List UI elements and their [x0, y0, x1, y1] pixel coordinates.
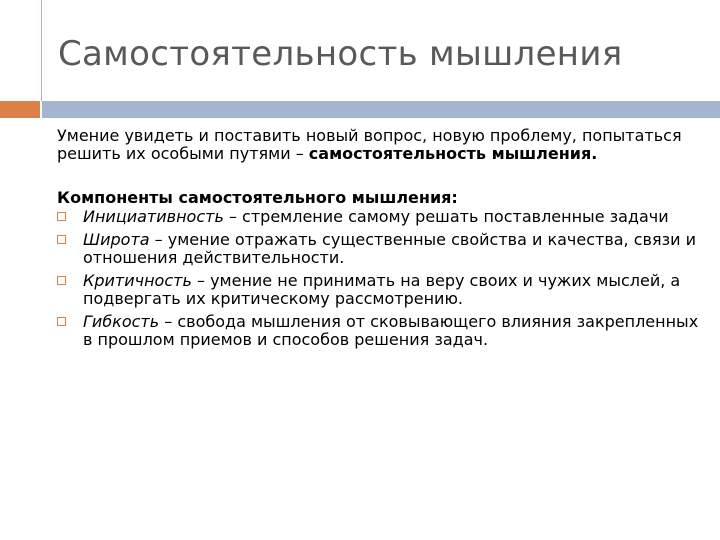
intro-bold-term: самостоятельность мышления.	[308, 144, 598, 163]
item-text: – умение отражать существенные свойства и качества, связи и отношения действительности.	[83, 230, 696, 267]
list-item	[57, 272, 707, 308]
accent-bar-orange	[0, 101, 40, 118]
list-item	[57, 208, 707, 226]
item-term: Гибкость	[83, 312, 160, 331]
intro-text: Умение увидеть и поставить новый вопрос, новую проблему, попытаться решить их особыми путями –	[57, 126, 682, 163]
components-list	[57, 208, 707, 349]
item-text: – свобода мышления от сковывающего влияния закрепленных в прошлом приемов и способов решения задач.	[83, 312, 699, 349]
square-bullet-icon	[57, 276, 66, 285]
components-heading: Компоненты самостоятельного мышления:	[57, 188, 458, 207]
slide-title: Самостоятельность мышления	[58, 34, 623, 74]
decorative-vertical-line	[41, 0, 42, 101]
square-bullet-icon	[57, 235, 66, 244]
intro-paragraph	[57, 127, 707, 163]
square-bullet-icon	[57, 317, 66, 326]
accent-bar-blue	[42, 101, 720, 118]
item-term: Широта	[83, 230, 150, 249]
square-bullet-icon	[57, 212, 66, 221]
item-text: – стремление самому решать поставленные задачи	[223, 207, 669, 226]
item-term: Критичность	[83, 271, 192, 290]
item-text: – умение не принимать на веру своих и чужих мыслей, а подвергать их критическому рассмотрению.	[83, 271, 681, 308]
item-term: Инициативность	[83, 207, 224, 226]
list-item	[57, 313, 707, 349]
slide-content	[57, 127, 707, 354]
list-item	[57, 231, 707, 267]
